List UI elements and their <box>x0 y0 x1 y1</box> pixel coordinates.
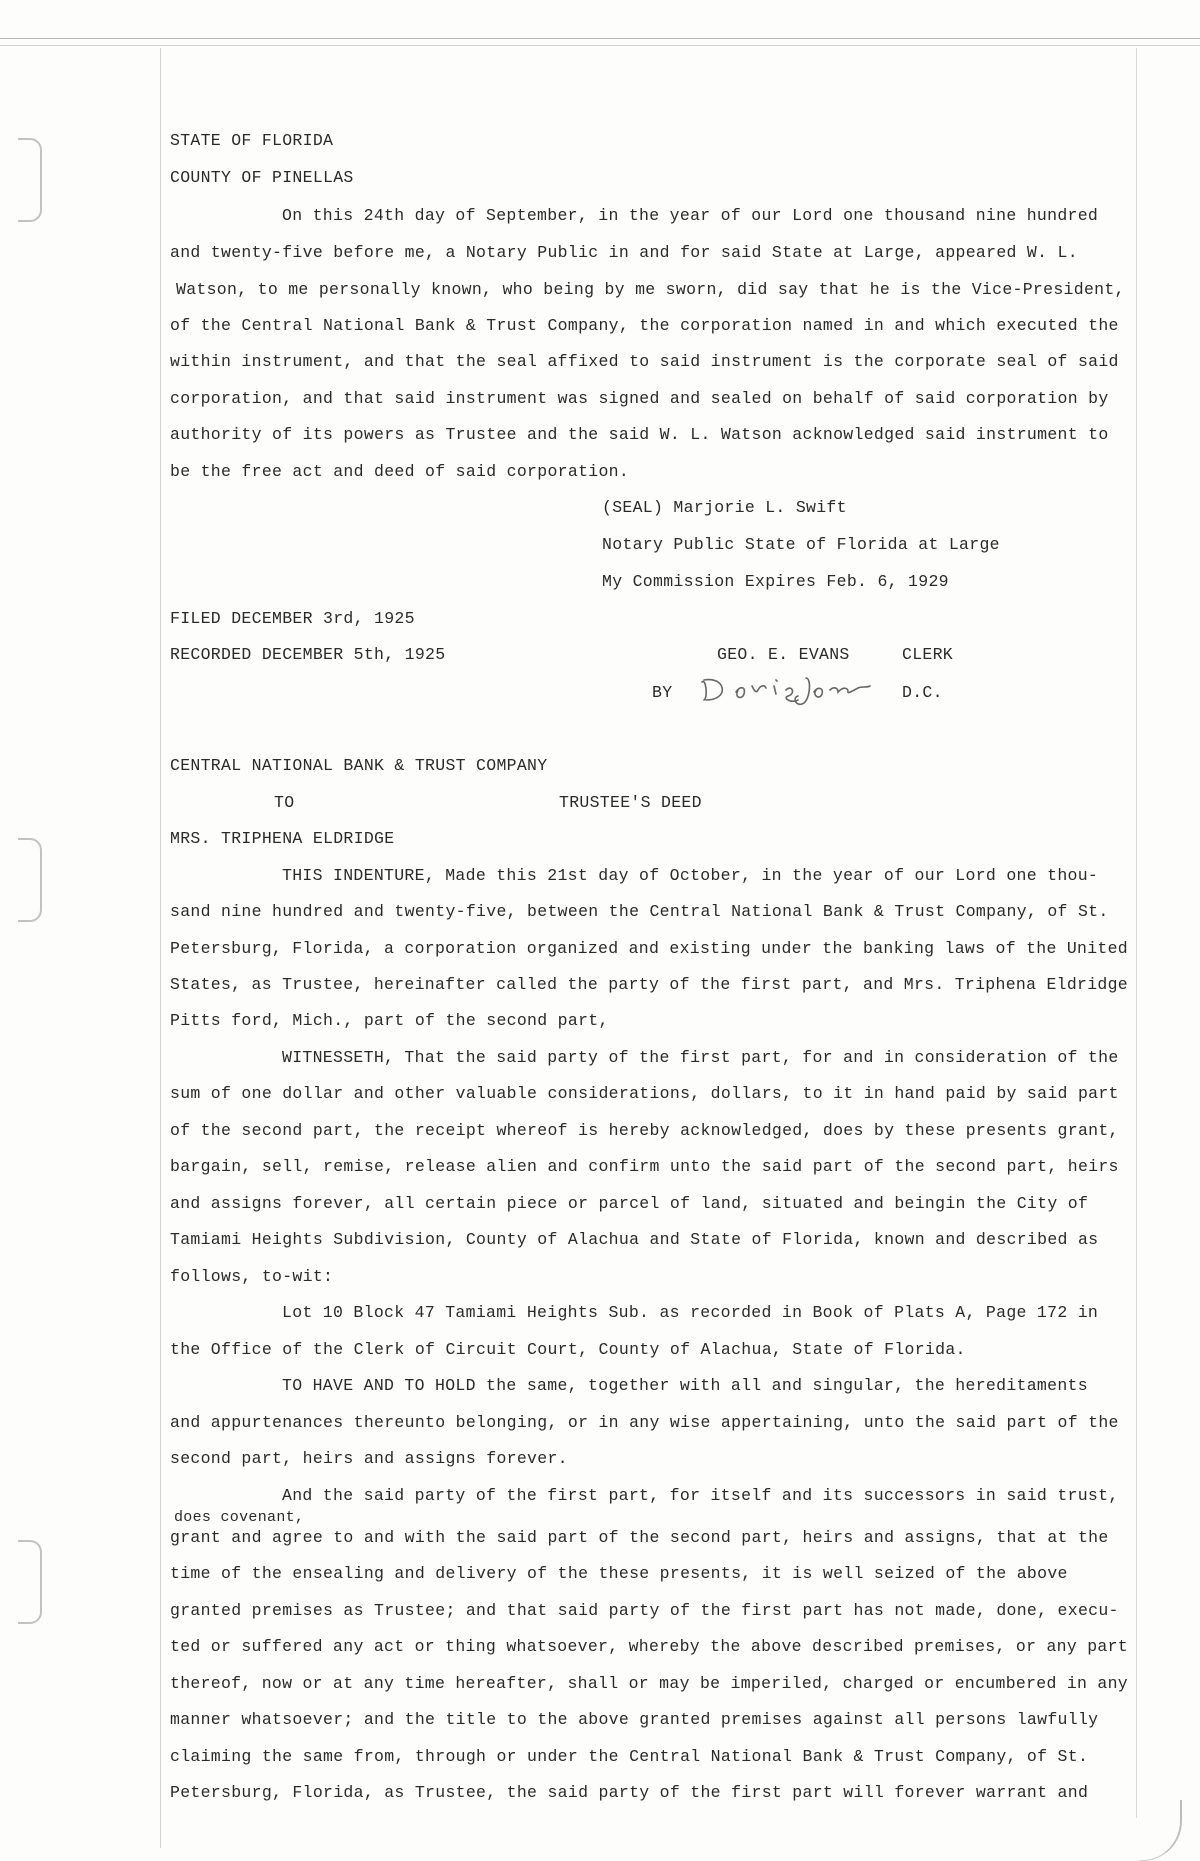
deed-line-9: bargain, sell, remise, release alien and confirm unto the said part of the second part, heirs <box>170 1157 1119 1176</box>
to-label: TO <box>274 793 295 812</box>
notary-seal-name: (SEAL) Marjorie L. Swift <box>602 498 847 517</box>
binder-hole-top <box>18 138 42 222</box>
filed-date: FILED DECEMBER 3rd, 1925 <box>170 609 415 628</box>
right-page-edge <box>1136 48 1137 1818</box>
clerk-name: GEO. E. EVANS <box>717 645 850 664</box>
deed-line-21: time of the ensealing and delivery of the these presents, it is well seized of the above <box>170 1564 1068 1583</box>
deed-line-12: follows, to-wit: <box>170 1267 334 1286</box>
ack-line-7: authority of its powers as Trustee and the said W. L. Watson acknowledged said instrument to <box>170 425 1109 444</box>
recorded-date: RECORDED DECEMBER 5th, 1925 <box>170 645 446 664</box>
deed-line-20: grant and agree to and with the said part of the second part, heirs and assigns, that at the <box>170 1528 1109 1547</box>
deputy-clerk-signature <box>696 668 886 708</box>
deed-line-4: States, as Trustee, hereinafter called the party of the first part, and Mrs. Triphena Eldridge <box>170 975 1128 994</box>
ack-line-5: within instrument, and that the seal affixed to said instrument is the corporate seal of said <box>170 352 1119 371</box>
deed-line-19: does covenant, <box>174 1509 305 1526</box>
grantor-heading: CENTRAL NATIONAL BANK & TRUST COMPANY <box>170 756 548 775</box>
ack-line-8: be the free act and deed of said corporation. <box>170 462 630 481</box>
ack-line-3: Watson, to me personally known, who being by me sworn, did say that he is the Vice-President, <box>176 280 1125 299</box>
deed-line-1: THIS INDENTURE, Made this 21st day of October, in the year of our Lord one thou- <box>282 866 1099 885</box>
deed-line-18: And the said party of the first part, for itself and its successors in said trust, <box>282 1486 1119 1505</box>
deputy-clerk-label: D.C. <box>902 683 943 702</box>
deed-line-5: Pitts ford, Mich., part of the second part, <box>170 1011 609 1030</box>
binder-hole-bottom <box>18 1540 42 1624</box>
state-heading: STATE OF FLORIDA <box>170 131 334 150</box>
deed-line-17: second part, heirs and assigns forever. <box>170 1449 568 1468</box>
deed-type-heading: TRUSTEE'S DEED <box>559 793 702 812</box>
notary-title: Notary Public State of Florida at Large <box>602 535 1000 554</box>
by-label: BY <box>652 683 673 702</box>
ack-line-6: corporation, and that said instrument was signed and sealed on behalf of said corporation by <box>170 389 1109 408</box>
top-edge-rule <box>0 38 1200 46</box>
ack-line-4: of the Central National Bank & Trust Company, the corporation named in and which executed the <box>170 316 1119 335</box>
deed-line-15: TO HAVE AND TO HOLD the same, together with all and singular, the hereditaments <box>282 1376 1088 1395</box>
signature-text: Doris Jones <box>696 668 703 669</box>
notary-commission: My Commission Expires Feb. 6, 1929 <box>602 572 949 591</box>
deed-line-7: sum of one dollar and other valuable considerations, dollars, to it in hand paid by said part <box>170 1084 1119 1103</box>
ack-line-2: and twenty-five before me, a Notary Public in and for said State at Large, appeared W. L. <box>170 243 1078 262</box>
binder-hole-middle <box>18 838 42 922</box>
grantee-heading: MRS. TRIPHENA ELDRIDGE <box>170 829 395 848</box>
deed-line-6: WITNESSETH, That the said party of the first part, for and in consideration of the <box>282 1048 1119 1067</box>
deed-line-14: the Office of the Clerk of Circuit Court, County of Alachua, State of Florida. <box>170 1340 966 1359</box>
deed-line-13: Lot 10 Block 47 Tamiami Heights Sub. as recorded in Book of Plats A, Page 172 in <box>282 1303 1099 1322</box>
page-corner-curl <box>1140 1800 1182 1861</box>
deed-line-24: thereof, now or at any time hereafter, shall or may be imperiled, charged or encumbered in any <box>170 1674 1128 1693</box>
deed-line-23: ted or suffered any act or thing whatsoever, whereby the above described premises, or any part <box>170 1637 1128 1656</box>
deed-line-8: of the second part, the receipt whereof is hereby acknowledged, does by these presents grant, <box>170 1121 1119 1140</box>
deed-line-26: claiming the same from, through or under the Central National Bank & Trust Company, of St. <box>170 1747 1089 1766</box>
deed-line-25: manner whatsoever; and the title to the above granted premises against all persons lawfully <box>170 1710 1099 1729</box>
deed-line-16: and appurtenances thereunto belonging, or in any wise appertaining, unto the said part of the <box>170 1413 1119 1432</box>
deed-line-22: granted premises as Trustee; and that said party of the first part has not made, done, execu- <box>170 1601 1119 1620</box>
left-margin-rule <box>160 48 161 1848</box>
ack-line-1: On this 24th day of September, in the year of our Lord one thousand nine hundred <box>282 206 1099 225</box>
deed-line-27: Petersburg, Florida, as Trustee, the said party of the first part will forever warrant and <box>170 1783 1089 1802</box>
deed-line-3: Petersburg, Florida, a corporation organized and existing under the banking laws of the United <box>170 939 1128 958</box>
clerk-title: CLERK <box>902 645 954 664</box>
deed-line-2: sand nine hundred and twenty-five, between the Central National Bank & Trust Company, of St. <box>170 902 1109 921</box>
deed-line-11: Tamiami Heights Subdivision, County of Alachua and State of Florida, known and described as <box>170 1230 1099 1249</box>
deed-line-10: and assigns forever, all certain piece or parcel of land, situated and beingin the City of <box>170 1194 1089 1213</box>
county-heading: COUNTY OF PINELLAS <box>170 168 354 187</box>
